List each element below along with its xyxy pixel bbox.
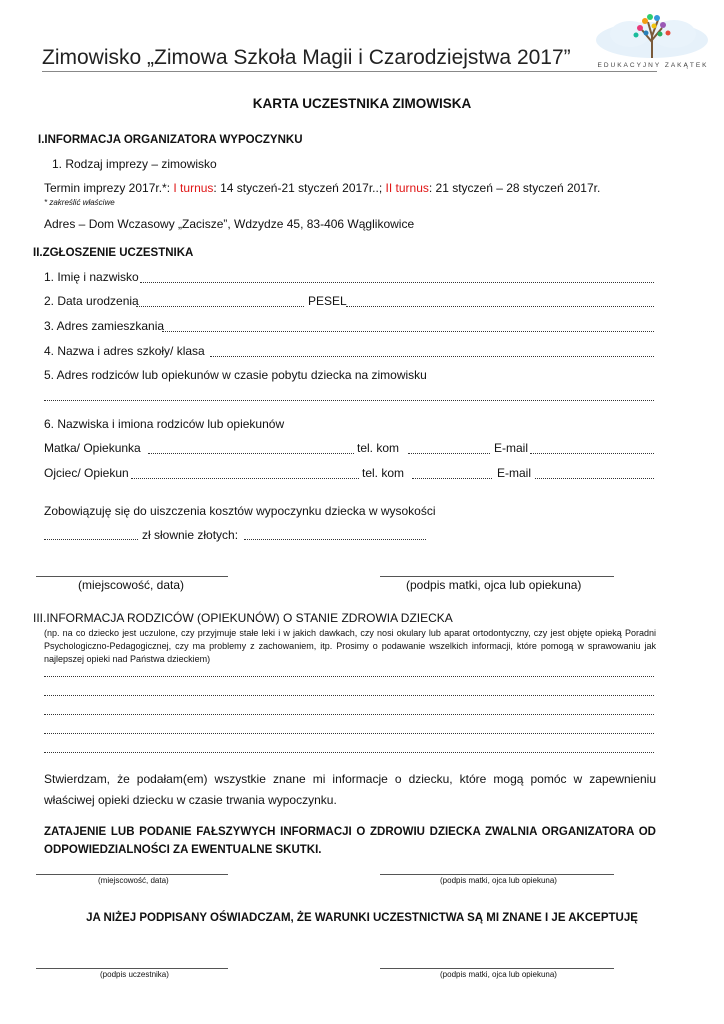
father-tel-input[interactable] [412, 478, 492, 479]
sig3-place-caption: (miejscowość, data) [98, 876, 169, 885]
tree-icon [590, 6, 714, 62]
section3-note: (np. na co dziecko jest uczulone, czy przyjmuje stałe leki i w jakich dawkach, czy nosi okulary lub aparat ortodontyczny, czy jest objęte opieką Poradni Psychologiczno-Pedagogicznej, czy ma problemy z zachowaniem, itp. Prosimy o podawanie wszelkich informacji, które pomogą w sprawowaniu jak najlepszej opieki nad Państwa dzieckiem) [44, 628, 656, 664]
field-name-label: 1. Imię i nazwisko [44, 270, 139, 284]
cost-words-input[interactable] [244, 539, 426, 540]
sig-participant-caption: (podpis uczestnika) [100, 970, 169, 979]
field-pesel-input[interactable] [346, 306, 654, 307]
mother-name-input[interactable] [148, 453, 354, 454]
cost-amount-input[interactable] [44, 539, 138, 540]
mother-email-label: E-mail [494, 441, 529, 455]
statement: Stwierdzam, że podałam(em) wszystkie znane mi informacje o dziecku, które mogą pomóc w zapewnieniu właściwej opieki dziecku w czasie trwania wypoczynku. [44, 772, 656, 807]
field-name-input[interactable] [140, 282, 654, 283]
mother-email-input[interactable] [530, 453, 654, 454]
sig-place-line[interactable] [36, 576, 228, 577]
sig-parent-line[interactable] [380, 576, 614, 577]
field-school-label: 4. Nazwa i adres szkoły/ klasa [44, 344, 205, 358]
sig3-parent-caption: (podpis matki, ojca lub opiekuna) [440, 876, 557, 885]
health-info-line-5[interactable] [44, 752, 654, 753]
father-label: Ojciec/ Opiekun [44, 466, 129, 480]
cost-words-label: zł słownie złotych: [142, 528, 239, 542]
sig3-parent-line[interactable] [380, 874, 614, 875]
declaration: JA NIŻEJ PODPISANY OŚWIADCZAM, ŻE WARUNKI UCZESTNICTWA SĄ MI ZNANE I JE AKCEPTUJĘ [86, 912, 638, 924]
sig3-place-line[interactable] [36, 874, 228, 875]
sig-participant-line[interactable] [36, 968, 228, 969]
turn2-label: II turnus [385, 181, 429, 195]
field-parents-names-label: 6. Nazwiska i imiona rodziców lub opiekunów [44, 417, 285, 431]
turn1-label: I turnus [173, 181, 214, 195]
field-parents-address-input[interactable] [44, 400, 654, 401]
mother-tel-input[interactable] [408, 453, 490, 454]
field-birthdate-label: 2. Data urodzenia [44, 294, 139, 308]
field-school-input[interactable] [210, 356, 654, 357]
sig-final-parent-line[interactable] [380, 968, 614, 969]
warning: ZATAJENIE LUB PODANIE FAŁSZYWYCH INFORMACJI O ZDROWIU DZIECKA ZWALNIA ORGANIZATORA OD ODPOWIEDZIALNOŚCI ZA EWENTUALNE SKUTKI. [44, 826, 656, 856]
event-term [44, 181, 600, 195]
section2-heading: II.ZGŁOSZENIE UCZESTNIKA [33, 247, 194, 259]
field-address-input[interactable] [162, 331, 654, 332]
health-info-line-1[interactable] [44, 676, 654, 677]
father-name-input[interactable] [131, 478, 359, 479]
card-title: KARTA UCZESTNIKA ZIMOWISKA [252, 96, 472, 111]
cost-text: Zobowiązuję się do uiszczenia kosztów wypoczynku dziecka w wysokości [44, 504, 436, 518]
field-pesel-label: PESEL [308, 294, 347, 308]
term-note: * zakreślić właściwe [44, 198, 115, 207]
sig-parent-caption: (podpis matki, ojca lub opiekuna) [406, 578, 582, 592]
field-parents-address-label: 5. Adres rodziców lub opiekunów w czasie pobytu dziecka na zimowisku [44, 368, 427, 382]
health-info-line-3[interactable] [44, 714, 654, 715]
health-info-line-4[interactable] [44, 733, 654, 734]
mother-label: Matka/ Opiekunka [44, 441, 141, 455]
section1-item1: 1. Rodzaj imprezy – zimowisko [52, 157, 217, 171]
section1-heading: I.INFORMACJA ORGANIZATORA WYPOCZYNKU [38, 134, 303, 146]
sig-place-caption: (miejscowość, data) [78, 578, 185, 592]
sig-final-parent-caption: (podpis matki, ojca lub opiekuna) [440, 970, 557, 979]
mother-tel-label: tel. kom [357, 441, 400, 455]
address: Adres – Dom Wczasowy „Zacisze”, Wdzydze 45, 83-406 Wąglikowice [44, 217, 415, 231]
turn2-dates: : 21 styczeń – 28 styczeń 2017r. [428, 181, 601, 195]
father-email-label: E-mail [497, 466, 532, 480]
page-title: Zimowisko „Zimowa Szkoła Magii i Czarodziejstwa 2017” [42, 46, 571, 69]
term-prefix: Termin imprezy 2017r.*: [44, 181, 174, 195]
field-address-label: 3. Adres zamieszkania [44, 319, 165, 333]
father-email-input[interactable] [535, 478, 654, 479]
logo-text: EDUKACYJNY ZAKĄTEK [597, 62, 709, 69]
header-rule [42, 71, 657, 72]
logo [590, 6, 714, 74]
field-birthdate-input[interactable] [136, 306, 304, 307]
section3-heading: III.INFORMACJA RODZICÓW (OPIEKUNÓW) O STANIE ZDROWIA DZIECKA [33, 611, 453, 625]
turn1-dates: : 14 styczeń-21 styczeń 2017r..; [213, 181, 386, 195]
health-info-line-2[interactable] [44, 695, 654, 696]
father-tel-label: tel. kom [362, 466, 405, 480]
